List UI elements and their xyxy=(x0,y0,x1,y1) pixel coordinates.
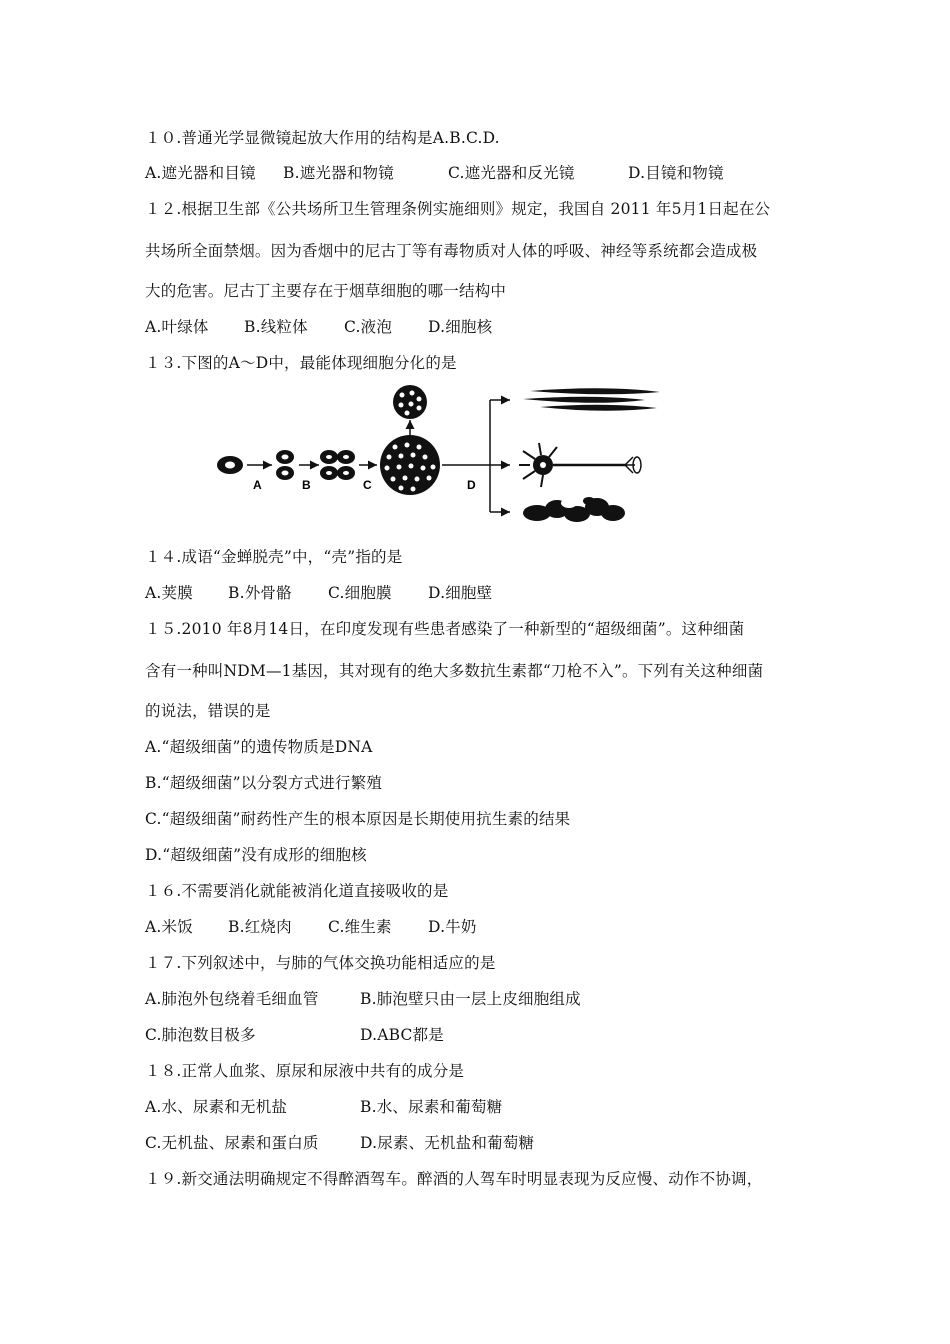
small-cell-cluster xyxy=(393,385,427,419)
question-14-options xyxy=(145,583,492,603)
option-a: A.米饭 xyxy=(145,918,193,936)
question-15-option-c: C.“超级细菌”耐药性产生的根本原因是长期使用抗生素的结果 xyxy=(145,810,571,828)
question-16-stem: １６.不需要消化就能被消化道直接吸收的是 xyxy=(145,882,449,900)
four-cells xyxy=(320,450,355,480)
question-17-stem: １７.下列叙述中，与肺的气体交换功能相适应的是 xyxy=(145,954,496,972)
option-c: C.肺泡数目极多 xyxy=(145,1026,256,1044)
option-a: A.叶绿体 xyxy=(145,318,209,336)
option-d: D.细胞壁 xyxy=(428,584,493,602)
question-17-options-row-2 xyxy=(145,1025,444,1045)
cell-mass xyxy=(380,435,440,495)
option-d: D.牛奶 xyxy=(428,918,477,936)
single-cell xyxy=(217,456,243,474)
question-15-option-a: A.“超级细菌”的遗传物质是DNA xyxy=(145,738,373,756)
question-16-options xyxy=(145,917,477,937)
muscle-cells xyxy=(523,388,660,411)
option-b: B.肺泡壁只由一层上皮细胞组成 xyxy=(360,990,581,1008)
question-12-stem-line-1: １２.根据卫生部《公共场所卫生管理条例实施细则》规定，我国自 2011 年5月1日起在公 xyxy=(145,200,771,218)
option-c: C.无机盐、尿素和蛋白质 xyxy=(145,1134,319,1152)
option-c: C.细胞膜 xyxy=(328,584,392,602)
option-c: C.维生素 xyxy=(328,918,392,936)
question-18-options-row-2 xyxy=(145,1133,534,1153)
epithelial-cells xyxy=(523,497,625,522)
option-a: A.荚膜 xyxy=(145,584,193,602)
option-b: B.外骨骼 xyxy=(228,584,292,602)
neuron-cell xyxy=(519,443,641,487)
option-b: B.水、尿素和葡萄糖 xyxy=(360,1098,503,1116)
question-17-options-row-1 xyxy=(145,989,581,1009)
label-d: D xyxy=(467,478,476,492)
option-b: B.遮光器和物镜 xyxy=(283,164,394,182)
option-a: A.水、尿素和无机盐 xyxy=(145,1098,288,1116)
option-c: C.液泡 xyxy=(344,318,393,336)
label-a: A xyxy=(253,478,262,492)
option-d: D.目镜和物镜 xyxy=(628,164,724,182)
option-b: B.红烧肉 xyxy=(228,918,292,936)
question-12-stem-line-2: 共场所全面禁烟。因为香烟中的尼古丁等有毒物质对人体的呼吸、神经等系统都会造成极 xyxy=(145,242,758,260)
question-18-stem: １８.正常人血浆、原尿和尿液中共有的成分是 xyxy=(145,1062,465,1080)
question-15-option-d: D.“超级细菌”没有成形的细胞核 xyxy=(145,846,367,864)
option-d: D.ABC都是 xyxy=(360,1026,444,1044)
question-19-stem: １９.新交通法明确规定不得醉酒驾车。醉酒的人驾车时明显表现为反应慢、动作不协调， xyxy=(145,1170,763,1188)
question-10-options xyxy=(145,163,724,183)
option-d: D.尿素、无机盐和葡萄糖 xyxy=(360,1134,535,1152)
question-15-stem-line-1: １５.2010 年8月14日，在印度发现有些患者感染了一种新型的“超级细菌”。这种细菌 xyxy=(145,620,745,638)
question-12-stem-line-3: 大的危害。尼古丁主要存在于烟草细胞的哪一结构中 xyxy=(145,282,507,300)
question-15-stem-line-2: 含有一种叫NDM—1基因，其对现有的绝大多数抗生素都“刀枪不入”。下列有关这种细菌 xyxy=(145,662,764,680)
question-14-stem: １４.成语“金蝉脱壳”中，“壳”指的是 xyxy=(145,548,403,566)
option-d: D.细胞核 xyxy=(428,318,493,336)
label-b: B xyxy=(302,478,311,492)
option-c: C.遮光器和反光镜 xyxy=(448,164,575,182)
question-15-option-b: B.“超级细菌”以分裂方式进行繁殖 xyxy=(145,774,383,792)
question-10-stem: １０.普通光学显微镜起放大作用的结构是A.B.C.D. xyxy=(145,129,500,147)
question-18-options-row-1 xyxy=(145,1097,502,1117)
question-12-options xyxy=(145,317,492,337)
option-b: B.线粒体 xyxy=(244,318,308,336)
label-c: C xyxy=(363,478,372,492)
question-15-stem-line-3: 的说法，错误的是 xyxy=(145,702,271,720)
two-cells xyxy=(276,450,294,480)
option-a: A.遮光器和目镜 xyxy=(145,164,256,182)
cell-differentiation-figure xyxy=(205,385,665,525)
question-13-stem: １３.下图的A～D中，最能体现细胞分化的是 xyxy=(145,354,457,372)
option-a: A.肺泡外包绕着毛细血管 xyxy=(145,990,319,1008)
